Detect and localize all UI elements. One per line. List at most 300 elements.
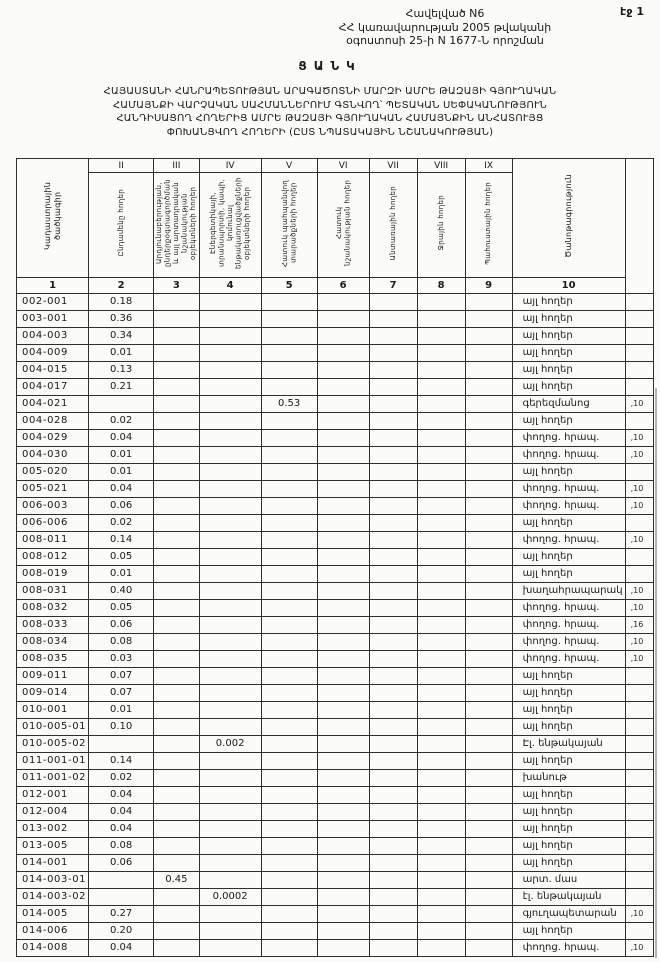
table-row (17, 685, 654, 702)
value-cell (199, 702, 261, 719)
column-header-note (512, 159, 625, 278)
value-cell (465, 702, 512, 719)
value-cell (465, 753, 512, 770)
value-cell (369, 634, 417, 651)
value-cell (199, 940, 261, 957)
value-cell (199, 651, 261, 668)
value-cell (199, 872, 261, 889)
value-cell (369, 294, 417, 311)
value-cell (154, 787, 200, 804)
value-cell (154, 396, 200, 413)
value-cell (369, 430, 417, 447)
value-cell (465, 515, 512, 532)
value-cell (465, 634, 512, 651)
margin-note: ,10 (625, 651, 653, 668)
value-cell (417, 634, 465, 651)
value-cell: 0.08 (89, 634, 154, 651)
value-cell: 0.14 (89, 753, 154, 770)
value-cell (369, 923, 417, 940)
value-cell (465, 685, 512, 702)
margin-note (625, 804, 653, 821)
cadastral-code-cell: 014-003-02 (17, 889, 89, 906)
column-header-label: Կադաստրային ծածկագիր (42, 181, 62, 251)
note-cell: այլ հողեր (512, 566, 625, 583)
margin-note (625, 719, 653, 736)
value-cell (465, 617, 512, 634)
column-number: 5 (261, 278, 317, 294)
column-header-special-lands (317, 173, 369, 278)
value-cell (199, 583, 261, 600)
roman-numeral: IX (465, 159, 512, 173)
value-cell (369, 413, 417, 430)
table-row (17, 498, 654, 515)
title-line: ՓՈԽԱՆՑՎՈՂ ՀՈՂԵՐԻ (ԸՍՏ ՆՊԱՏԱԿԱՅԻՆ ՆՇԱՆԱԿՈՒԹՅԱՆ) (166, 126, 494, 138)
value-cell (261, 855, 317, 872)
value-cell (261, 736, 317, 753)
note-cell: այլ հողեր (512, 838, 625, 855)
value-cell (417, 481, 465, 498)
margin-note (625, 549, 653, 566)
value-cell (465, 311, 512, 328)
table-row (17, 396, 654, 413)
value-cell (199, 396, 261, 413)
value-cell (154, 328, 200, 345)
value-cell (261, 770, 317, 787)
value-cell: 0.02 (89, 413, 154, 430)
value-cell (154, 566, 200, 583)
value-cell (465, 889, 512, 906)
note-cell: փողոց. հրապ. (512, 617, 625, 634)
title-line: ՀԱՄԱՅՆՔԻ ՎԱՐՉԱԿԱՆ ՍԱՀՄԱՆՆԵՐՈՒՄ ԳՏՆՎՈՂ՝ ՊԵՏԱԿԱՆ ՍԵՓԱԿԱՆՈՒԹՅՈՒՆ (112, 99, 548, 111)
value-cell (154, 617, 200, 634)
value-cell: 0.01 (89, 345, 154, 362)
value-cell (317, 532, 369, 549)
value-cell (369, 753, 417, 770)
table-row (17, 379, 654, 396)
column-header-label: Հատուկ նշանակության հողեր (334, 179, 352, 267)
table-row (17, 872, 654, 889)
value-cell (199, 464, 261, 481)
value-cell: 0.05 (89, 600, 154, 617)
note-cell: այլ հողեր (512, 515, 625, 532)
margin-note (625, 838, 653, 855)
value-cell: 0.21 (89, 379, 154, 396)
annex-line: օգոստոսի 25-ի N 1677-Ն որոշման (346, 34, 544, 47)
table-row (17, 787, 654, 804)
value-cell: 0.04 (89, 787, 154, 804)
value-cell (317, 617, 369, 634)
margin-note: ,10 (625, 906, 653, 923)
column-header-total-lands (89, 173, 154, 278)
column-header-protected-lands (261, 173, 317, 278)
cadastral-code-cell: 011-001-02 (17, 770, 89, 787)
table-row (17, 447, 654, 464)
note-cell: այլ հողեր (512, 855, 625, 872)
value-cell (261, 753, 317, 770)
value-cell (317, 753, 369, 770)
land-parcels-table (16, 158, 654, 957)
value-cell (369, 821, 417, 838)
margin-note (625, 566, 653, 583)
value-cell (89, 396, 154, 413)
value-cell (369, 719, 417, 736)
value-cell: 0.45 (154, 872, 200, 889)
table-row (17, 583, 654, 600)
value-cell (369, 804, 417, 821)
value-cell (154, 702, 200, 719)
cadastral-code-cell: 004-029 (17, 430, 89, 447)
cadastral-code-cell: 012-001 (17, 787, 89, 804)
note-cell: այլ հողեր (512, 549, 625, 566)
cadastral-code-cell: 005-021 (17, 481, 89, 498)
value-cell (465, 430, 512, 447)
margin-note (625, 685, 653, 702)
value-cell: 0.01 (89, 464, 154, 481)
value-cell (369, 515, 417, 532)
margin-note (625, 379, 653, 396)
value-cell (261, 481, 317, 498)
value-cell (154, 736, 200, 753)
value-cell (369, 328, 417, 345)
value-cell (417, 787, 465, 804)
value-cell (154, 362, 200, 379)
cadastral-code-cell: 008-031 (17, 583, 89, 600)
value-cell (369, 532, 417, 549)
value-cell (199, 481, 261, 498)
value-cell (369, 498, 417, 515)
cadastral-code-cell: 014-008 (17, 940, 89, 957)
value-cell (465, 736, 512, 753)
table-row (17, 804, 654, 821)
note-cell: այլ հողեր (512, 345, 625, 362)
roman-numeral: IV (199, 159, 261, 173)
value-cell (369, 787, 417, 804)
value-cell (465, 872, 512, 889)
note-cell: այլ հողեր (512, 668, 625, 685)
value-cell (199, 311, 261, 328)
value-cell (317, 413, 369, 430)
value-cell (369, 889, 417, 906)
value-cell (261, 906, 317, 923)
value-cell (261, 294, 317, 311)
value-cell (154, 549, 200, 566)
value-cell (417, 804, 465, 821)
table-row (17, 889, 654, 906)
value-cell (369, 549, 417, 566)
value-cell (465, 396, 512, 413)
value-cell (317, 566, 369, 583)
value-cell (317, 481, 369, 498)
roman-numeral: VI (317, 159, 369, 173)
value-cell (199, 447, 261, 464)
value-cell (369, 940, 417, 957)
value-cell: 0.06 (89, 617, 154, 634)
margin-note (625, 702, 653, 719)
margin-note (625, 753, 653, 770)
cadastral-code-cell: 005-020 (17, 464, 89, 481)
value-cell (417, 396, 465, 413)
value-cell (261, 583, 317, 600)
cadastral-code-cell: 011-001-01 (17, 753, 89, 770)
margin-note (625, 294, 653, 311)
value-cell (317, 549, 369, 566)
margin-note (625, 311, 653, 328)
value-cell: 0.002 (199, 736, 261, 753)
note-cell: այլ հողեր (512, 685, 625, 702)
cadastral-code-cell: 008-019 (17, 566, 89, 583)
value-cell (154, 515, 200, 532)
margin-note (625, 923, 653, 940)
value-cell (317, 379, 369, 396)
value-cell (465, 804, 512, 821)
value-cell (369, 770, 417, 787)
value-cell (369, 464, 417, 481)
note-cell: այլ հողեր (512, 311, 625, 328)
value-cell (369, 583, 417, 600)
value-cell (154, 634, 200, 651)
value-cell (199, 600, 261, 617)
table-row (17, 651, 654, 668)
value-cell: 0.02 (89, 770, 154, 787)
value-cell (465, 855, 512, 872)
value-cell (261, 804, 317, 821)
value-cell (465, 447, 512, 464)
value-cell (417, 940, 465, 957)
value-cell (261, 311, 317, 328)
value-cell: 0.27 (89, 906, 154, 923)
table-body (17, 294, 654, 957)
value-cell (261, 532, 317, 549)
table-row (17, 430, 654, 447)
value-cell (317, 396, 369, 413)
value-cell (465, 481, 512, 498)
value-cell (199, 430, 261, 447)
value-cell (465, 413, 512, 430)
table-row (17, 600, 654, 617)
value-cell (417, 566, 465, 583)
column-number: 8 (417, 278, 465, 294)
note-cell: արտ. մաս (512, 872, 625, 889)
value-cell: 0.08 (89, 838, 154, 855)
value-cell: 0.04 (89, 430, 154, 447)
value-cell (417, 906, 465, 923)
value-cell (199, 328, 261, 345)
margin-note: ,10 (625, 498, 653, 515)
margin-note (625, 821, 653, 838)
value-cell (369, 651, 417, 668)
column-header-industrial-lands (154, 173, 200, 278)
document-title (70, 85, 590, 139)
note-cell: այլ հողեր (512, 804, 625, 821)
table-row (17, 413, 654, 430)
cadastral-code-cell: 014-003-01 (17, 872, 89, 889)
value-cell (465, 294, 512, 311)
margin-note (625, 855, 653, 872)
value-cell (369, 736, 417, 753)
cadastral-code-cell: 010-001 (17, 702, 89, 719)
title-line: ՀԱՅԱՍՏԱՆԻ ՀԱՆՐԱՊԵՏՈՒԹՅԱՆ ԱՐԱԳԱԾՈՏՆԻ ՄԱՐԶԻ ԱՄՐԵ ԹԱԶԱՅԻ ԳՅՈՒՂԱԿԱՆ (103, 86, 557, 97)
cadastral-code-cell: 013-005 (17, 838, 89, 855)
value-cell: 0.10 (89, 719, 154, 736)
value-cell (154, 855, 200, 872)
value-cell (417, 311, 465, 328)
value-cell (465, 498, 512, 515)
value-cell (199, 804, 261, 821)
value-cell: 0.36 (89, 311, 154, 328)
column-header-label: Հատուկ պահպանվող տարածքների հողեր (280, 179, 298, 267)
value-cell (369, 362, 417, 379)
value-cell: 0.01 (89, 566, 154, 583)
note-cell: Էլ. ենթակայան (512, 736, 625, 753)
cadastral-code-cell: 004-015 (17, 362, 89, 379)
value-cell (261, 345, 317, 362)
value-cell (154, 668, 200, 685)
value-cell (261, 413, 317, 430)
value-cell: 0.01 (89, 702, 154, 719)
value-cell (465, 787, 512, 804)
roman-numeral: III (154, 159, 200, 173)
roman-numeral-row (17, 159, 654, 173)
value-cell (317, 821, 369, 838)
value-cell (317, 634, 369, 651)
column-number: 1 (17, 278, 89, 294)
value-cell (154, 413, 200, 430)
cadastral-code-cell: 014-005 (17, 906, 89, 923)
value-cell (317, 923, 369, 940)
cadastral-code-cell: 004-030 (17, 447, 89, 464)
note-cell: այլ հողեր (512, 821, 625, 838)
margin-note: ,10 (625, 447, 653, 464)
value-cell (154, 600, 200, 617)
value-cell (261, 872, 317, 889)
value-cell (417, 379, 465, 396)
cadastral-code-cell: 008-032 (17, 600, 89, 617)
table-row (17, 668, 654, 685)
cadastral-code-cell: 010-005-01 (17, 719, 89, 736)
margin-note (625, 889, 653, 906)
value-cell (317, 311, 369, 328)
note-cell: գերեզմանոց (512, 396, 625, 413)
value-cell (417, 923, 465, 940)
value-cell (89, 889, 154, 906)
margin-note (625, 872, 653, 889)
value-cell (317, 940, 369, 957)
value-cell (317, 889, 369, 906)
value-cell (369, 855, 417, 872)
note-cell: այլ հողեր (512, 362, 625, 379)
table-row (17, 294, 654, 311)
value-cell: 0.34 (89, 328, 154, 345)
value-cell (154, 379, 200, 396)
value-cell (154, 481, 200, 498)
column-header-label: Արդյունաբերության, ընդերքօգտագործման և այլ արտադրական նշանակության օբյեկտների հողեր (155, 179, 198, 267)
value-cell (417, 583, 465, 600)
value-cell (317, 498, 369, 515)
value-cell (465, 923, 512, 940)
value-cell (154, 498, 200, 515)
value-cell (317, 328, 369, 345)
value-cell (369, 345, 417, 362)
margin-note: ,10 (625, 481, 653, 498)
value-cell (417, 753, 465, 770)
value-cell: 0.07 (89, 668, 154, 685)
cadastral-code-cell: 004-028 (17, 413, 89, 430)
title-line: ՀԱՆԴԻՍԱՑՈՂ ՀՈՂԵՐԻՑ ԱՄՐԵ ԹԱԶԱՅԻ ԳՅՈՒՂԱԿԱՆ ՀԱՄԱՅՆՔԻՆ ԱՆՀԱՏՈՒՅՑ (116, 113, 544, 124)
value-cell (417, 855, 465, 872)
note-cell: փողոց. հրապ. (512, 651, 625, 668)
value-cell (261, 430, 317, 447)
value-cell (369, 685, 417, 702)
value-cell (261, 838, 317, 855)
cadastral-code-cell: 006-003 (17, 498, 89, 515)
column-number: 9 (465, 278, 512, 294)
cadastral-code-cell: 014-006 (17, 923, 89, 940)
value-cell: 0.18 (89, 294, 154, 311)
value-cell (417, 736, 465, 753)
margin-note (625, 328, 653, 345)
table-row (17, 515, 654, 532)
cadastral-code-cell: 013-002 (17, 821, 89, 838)
value-cell (261, 923, 317, 940)
column-number: 6 (317, 278, 369, 294)
note-cell: փողոց. հրապ. (512, 447, 625, 464)
value-cell (317, 583, 369, 600)
table-row (17, 770, 654, 787)
table-row (17, 532, 654, 549)
value-cell: 0.02 (89, 515, 154, 532)
value-cell (369, 379, 417, 396)
value-cell (465, 549, 512, 566)
margin-note (625, 464, 653, 481)
note-cell: այլ հողեր (512, 294, 625, 311)
value-cell (154, 940, 200, 957)
value-cell (199, 787, 261, 804)
value-cell (417, 617, 465, 634)
value-cell (417, 362, 465, 379)
value-cell (154, 685, 200, 702)
value-cell (199, 855, 261, 872)
value-cell (317, 464, 369, 481)
value-cell (465, 566, 512, 583)
column-number: 2 (89, 278, 154, 294)
value-cell: 0.01 (89, 447, 154, 464)
value-cell: 0.20 (89, 923, 154, 940)
value-cell (154, 923, 200, 940)
value-cell (417, 498, 465, 515)
value-cell (417, 838, 465, 855)
value-cell (199, 379, 261, 396)
value-cell: 0.13 (89, 362, 154, 379)
value-cell (261, 617, 317, 634)
table-row (17, 719, 654, 736)
note-cell: փողոց. հրապ. (512, 481, 625, 498)
roman-numeral: II (89, 159, 154, 173)
value-cell (154, 770, 200, 787)
roman-numeral: VIII (417, 159, 465, 173)
value-cell (261, 549, 317, 566)
value-cell (417, 549, 465, 566)
value-cell (369, 600, 417, 617)
note-cell: փողոց. հրապ. (512, 430, 625, 447)
column-header-forest-lands (369, 173, 417, 278)
value-cell (317, 447, 369, 464)
table-row (17, 617, 654, 634)
value-cell (261, 702, 317, 719)
annex-line: ՀՀ կառավարության 2005 թվականի (338, 20, 552, 34)
value-cell (261, 447, 317, 464)
value-cell (199, 634, 261, 651)
value-cell (89, 736, 154, 753)
